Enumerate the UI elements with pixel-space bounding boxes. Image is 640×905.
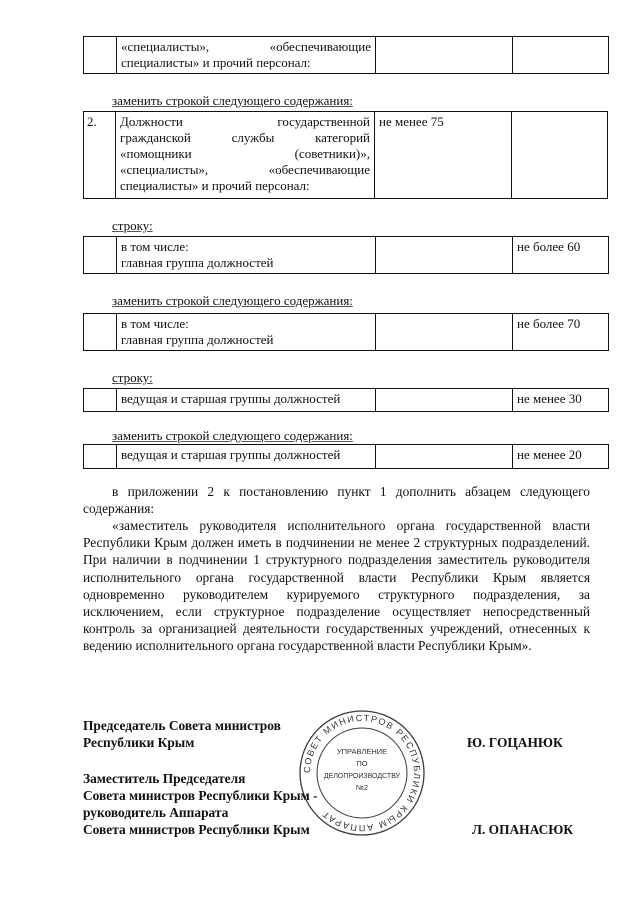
caption: заменить строкой следующего содержания: — [112, 428, 353, 443]
row-number-cell — [84, 37, 117, 74]
deputy-title: Заместитель Председателя Совета министров Республики Крым - руководитель Аппарата Совета министров Республики Крым — [83, 771, 318, 837]
stamp-line: №2 — [355, 783, 369, 792]
chair-name: Ю. ГОЦАНЮК — [467, 735, 563, 750]
table-row-continued — [83, 36, 609, 74]
value-cell: не более 70 — [513, 314, 609, 351]
stamp-line: ПО — [356, 759, 368, 768]
row-number-cell — [84, 237, 117, 274]
row-number-cell: 2. — [84, 112, 116, 199]
value-cell — [376, 445, 513, 469]
stamp-ring-text: СОВЕТ МИНИСТРОВ РЕСПУБЛИКИ КРЫМ АППАРАТ — [301, 712, 423, 834]
value-cell: не более 60 — [513, 237, 609, 274]
position-cell: ведущая и старшая группы должностей — [117, 389, 376, 412]
value-cell: не менее 75 — [375, 112, 512, 199]
table-row-replacement — [83, 111, 608, 199]
row-number-cell — [84, 389, 117, 412]
position-cell: Должности государственной гражданской службы категорий «помощники (советники)», «специалисты», «обеспечивающие специалисты» и прочий персонал: — [116, 112, 375, 199]
value-cell: не менее 30 — [513, 389, 609, 412]
caption: заменить строкой следующего содержания: — [112, 93, 353, 108]
value-cell: не менее 20 — [513, 445, 609, 469]
paragraph-quoted-text: «заместитель руководителя исполнительного органа государственной власти Республики Крым должен иметь в подчинении не менее 2 структурных подразделений. При наличии в подчинении 1 структурного подразделения заместитель руководителя исполнительного органа государственной власти Республики Крым является одновременно руководителем курируемого структурного подразделения, за исключением, если структурное подразделение осуществляет непосредственный контроль за организацией деятельности государственных учреждений, отнесенных к ведению исполнительного органа государственной власти Республики Крым». — [83, 518, 590, 654]
position-cell: в том числе: главная группа должностей — [117, 237, 376, 274]
caption: строку: — [112, 218, 153, 233]
deputy-name: Л. ОПАНАСЮК — [472, 822, 574, 837]
row-number-cell — [84, 314, 117, 351]
paragraph-amendment: в приложении 2 к постановлению пункт 1 дополнить абзацем следующего содержания: — [83, 484, 590, 517]
value-cell — [376, 314, 513, 351]
stamp-line: УПРАВЛЕНИЕ — [336, 747, 388, 756]
row-number-cell — [84, 445, 117, 469]
position-cell: в том числе: главная группа должностей — [117, 314, 376, 351]
table-row-original — [83, 388, 609, 412]
caption: заменить строкой следующего содержания: — [112, 293, 353, 308]
value-cell — [376, 389, 513, 412]
position-cell: ведущая и старшая группы должностей — [117, 445, 376, 469]
value-cell — [376, 37, 513, 74]
table-row-replacement — [83, 444, 609, 469]
chair-title: Председатель Совета министров Республики Крым — [83, 718, 281, 750]
table-row-replacement — [83, 313, 609, 351]
table-row-original — [83, 236, 609, 274]
value-cell — [513, 37, 609, 74]
value-cell — [376, 237, 513, 274]
value-cell — [512, 112, 608, 199]
caption: строку: — [112, 370, 153, 385]
stamp-line: ДЕЛОПРОИЗВОДСТВУ — [323, 773, 401, 780]
position-cell: «специалисты», «обеспечивающие специалисты» и прочий персонал: — [117, 37, 376, 74]
